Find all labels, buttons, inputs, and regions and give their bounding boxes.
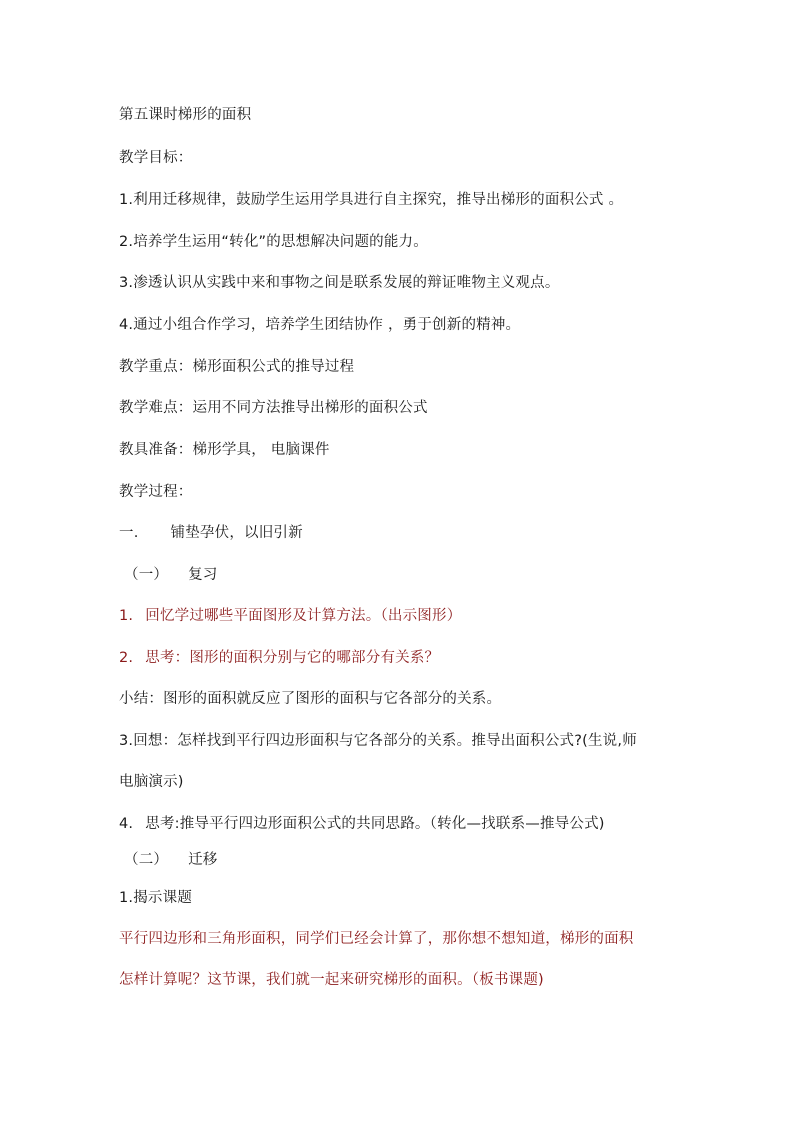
review-item-1-number: 1. [119,608,134,624]
section-1 [119,523,303,543]
review-item-4 [119,814,605,834]
difficulty: 教学难点：运用不同方法推导出梯形的面积公式 [119,400,428,416]
subsection-1-number: （一） [124,567,169,583]
key-point: 教学重点：梯形面积公式的推导过程 [119,359,355,375]
review-item-4-number: 4. [119,816,134,832]
subsection-2-text: 迁移 [188,852,218,868]
topic-heading: 1.揭示课题 [119,890,193,906]
subsection-1-text: 复习 [188,567,218,583]
section-1-number: 一. [119,525,139,541]
subsection-2 [124,850,218,870]
intro-paragraph-line-2: 怎样计算呢？这节课，我们就一起来研究梯形的面积。（板书课题) [119,972,544,988]
review-item-2-text: 思考：图形的面积分别与它的哪部分有关系？ [145,650,440,666]
intro-paragraph-line-1: 平行四边形和三角形面积，同学们已经会计算了，那你想不想知道，梯形的面积 [119,931,634,947]
review-item-2-number: 2. [119,650,134,666]
objectives-heading: 教学目标： [119,150,193,166]
subsection-2-number: （二） [124,852,169,868]
process-heading: 教学过程： [119,484,193,500]
objective-2: 2.培养学生运用“转化”的思想解决问题的能力。 [119,234,428,250]
objective-3: 3.渗透认识从实践中来和事物之间是联系发展的辩证唯物主义观点。 [119,275,560,291]
lesson-title: 第五课时梯形的面积 [119,107,252,123]
objective-4: 4.通过小组合作学习，培养学生团结协作 ，勇于创新的精神。 [119,317,521,333]
summary: 小结：图形的面积就反应了图形的面积与它各部分的关系。 [119,691,502,707]
subsection-1 [124,565,218,585]
review-item-3-line-2: 电脑演示) [119,774,184,790]
review-item-1-text: 回忆学过哪些平面图形及计算方法。（出示图形） [145,608,462,624]
review-item-4-text: 思考:推导平行四边形面积公式的共同思路。（转化—找联系—推导公式) [145,816,605,832]
review-item-2 [119,648,439,668]
objective-1: 1.利用迁移规律，鼓励学生运用学具进行自主探究，推导出梯形的面积公式 。 [119,192,624,208]
review-item-3-line-1: 3.回想：怎样找到平行四边形面积与它各部分的关系。推导出面积公式?(生说,师 [119,733,637,749]
section-1-text: 铺垫孕伏，以旧引新 [170,525,303,541]
teaching-aids: 教具准备：梯形学具， 电脑课件 [119,442,330,458]
review-item-1 [119,606,461,626]
